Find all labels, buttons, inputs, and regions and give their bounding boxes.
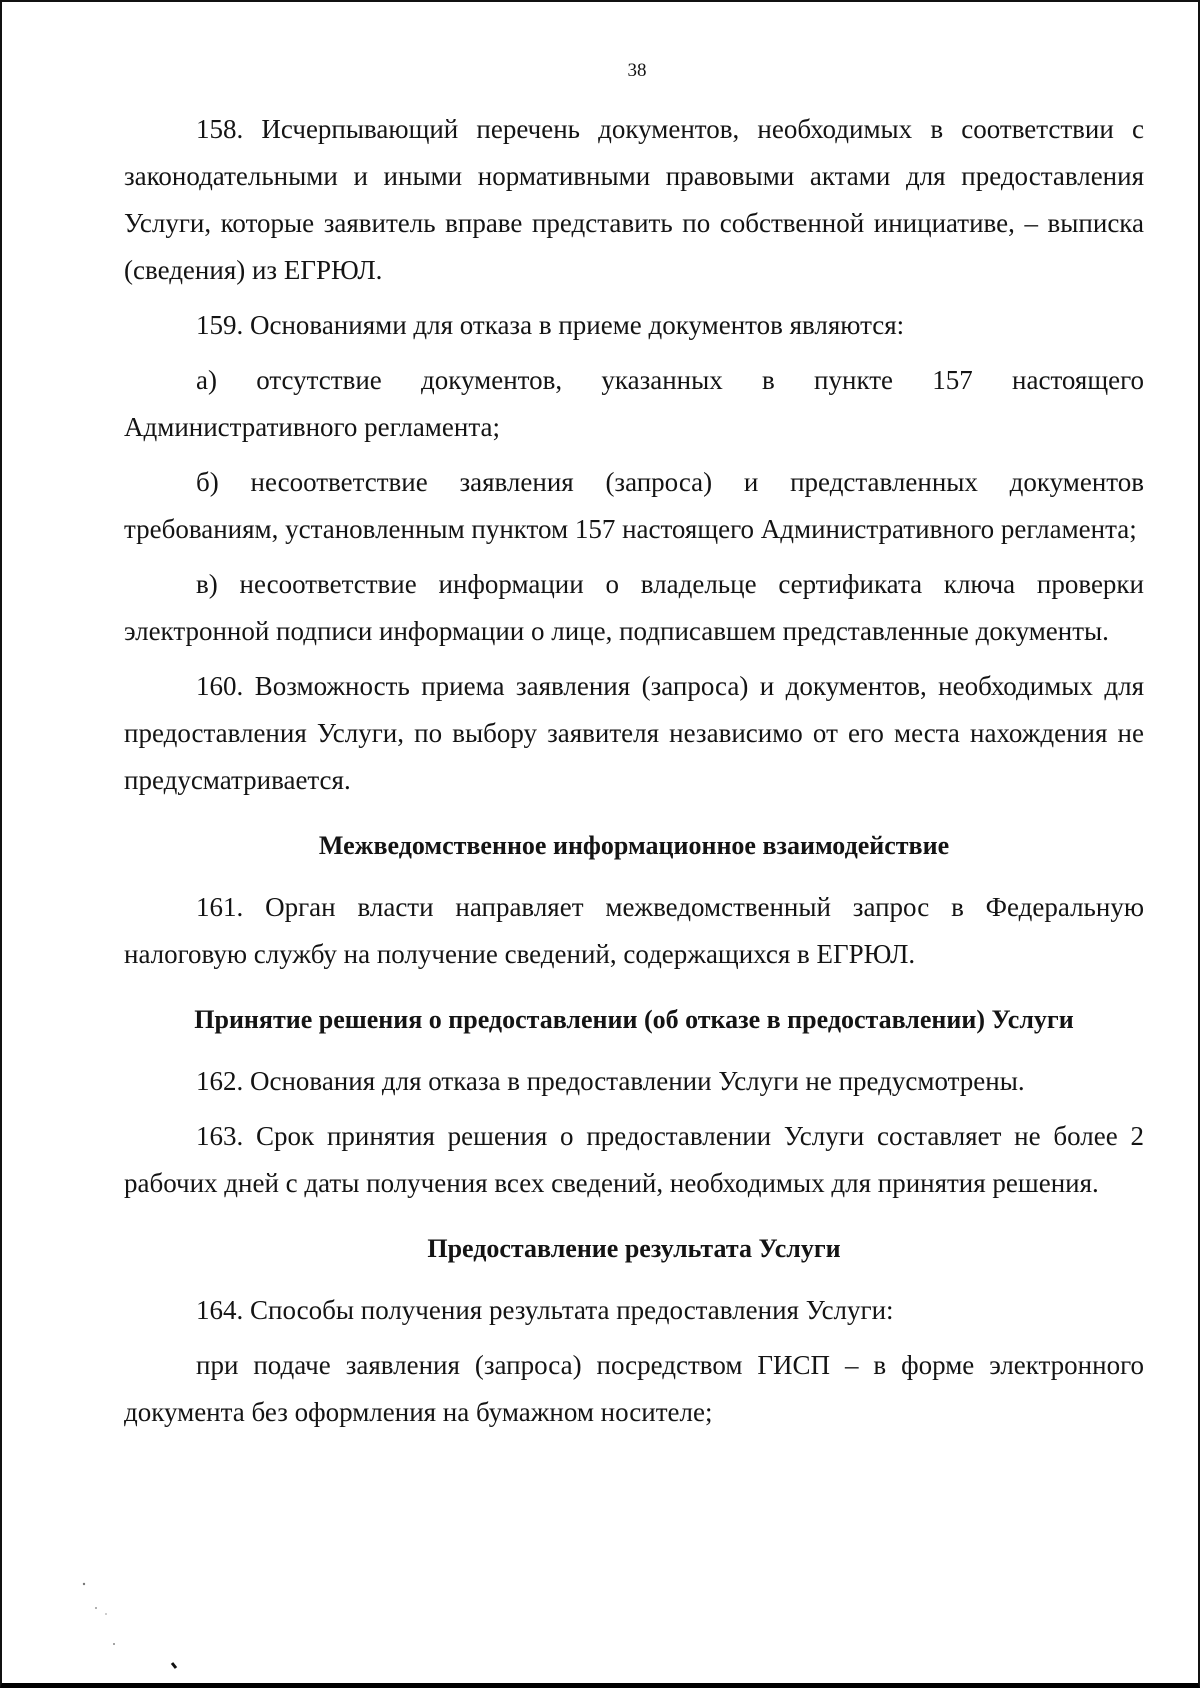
paragraph-159: 159. Основаниями для отказа в приеме документов являются: xyxy=(196,310,905,340)
paragraph-162: 162. Основания для отказа в предоставлении Услуги не предусмотрены. xyxy=(196,1066,1025,1096)
document-body xyxy=(124,106,1144,1444)
scan-speck-marks xyxy=(72,1572,192,1672)
paragraph-160: 160. Возможность приема заявления (запроса) и документов, необходимых для предоставления Услуги, по выбору заявителя независимо от его места нахождения не предусматривается. xyxy=(124,671,1144,795)
section-heading-result: Предоставление результата Услуги xyxy=(427,1234,841,1263)
paragraph-159-a: а) отсутствие документов, указанных в пункте 157 настоящего Административного регламента; xyxy=(124,365,1144,442)
page-number: 38 xyxy=(627,60,647,81)
paragraph-159-v: в) несоответствие информации о владельце сертификата ключа проверки электронной подписи информации о лице, подписавшем представленные документы. xyxy=(124,569,1144,646)
paragraph-164: 164. Способы получения результата предоставления Услуги: xyxy=(196,1295,894,1325)
paragraph-161: 161. Орган власти направляет межведомственный запрос в Федеральную налоговую службу на получение сведений, содержащихся в ЕГРЮЛ. xyxy=(124,892,1144,969)
section-heading-interagency: Межведомственное информационное взаимодействие xyxy=(318,831,950,860)
section-heading-decision: Принятие решения о предоставлении (об отказе в предоставлении) Услуги xyxy=(194,1005,1074,1034)
paragraph-158: 158. Исчерпывающий перечень документов, необходимых в соответствии с законодательными и иными нормативными правовыми актами для предоставления Услуги, которые заявитель вправе представить по собственной инициативе, – выписка (сведения) из ЕГРЮЛ. xyxy=(124,114,1144,285)
paragraph-159-b: б) несоответствие заявления (запроса) и представленных документов требованиям, установленным пунктом 157 настоящего Административного регламента; xyxy=(124,467,1144,544)
paragraph-164-gisp: при подаче заявления (запроса) посредством ГИСП – в форме электронного документа без оформления на бумажном носителе; xyxy=(124,1350,1144,1427)
paragraph-163: 163. Срок принятия решения о предоставлении Услуги составляет не более 2 рабочих дней с даты получения всех сведений, необходимых для принятия решения. xyxy=(124,1121,1144,1198)
